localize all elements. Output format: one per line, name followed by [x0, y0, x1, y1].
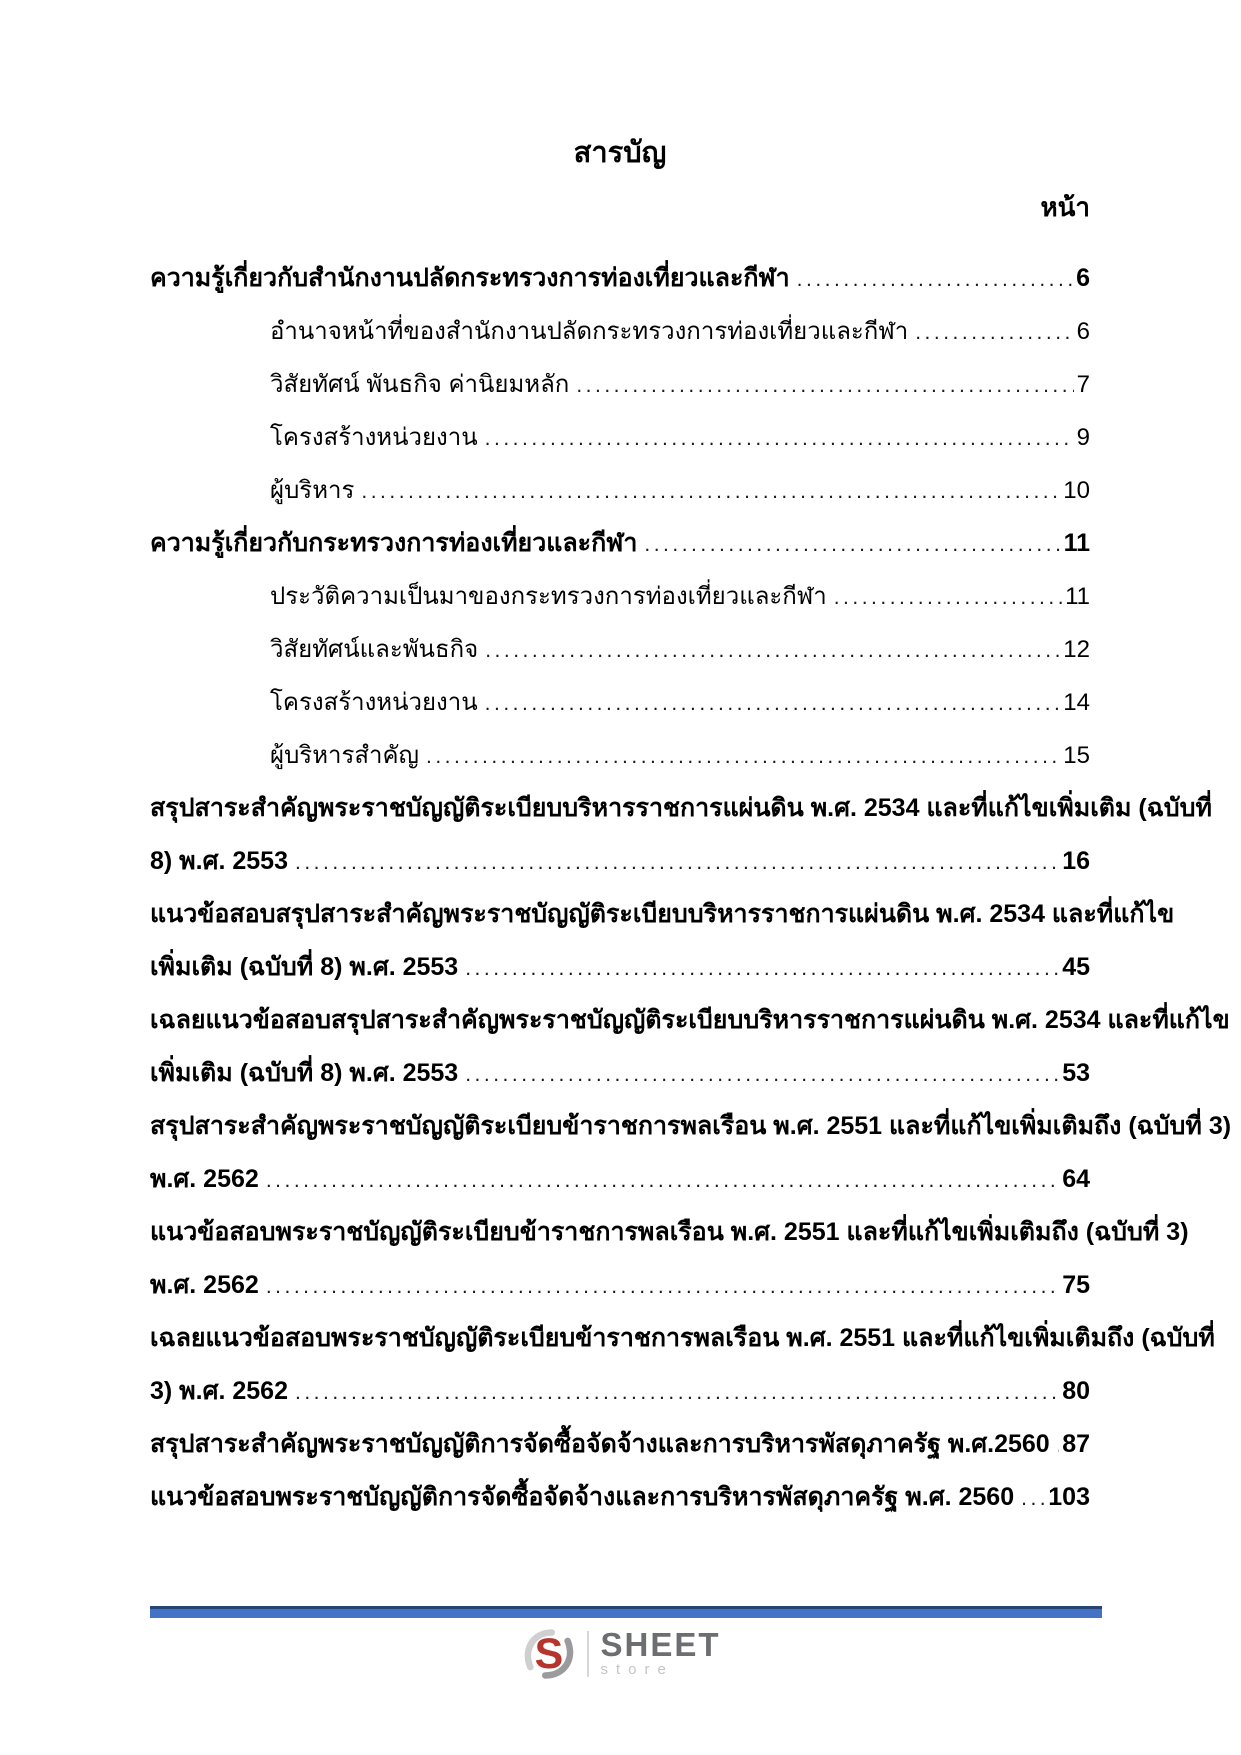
toc-page-number: 14 — [1063, 689, 1090, 716]
toc-entry-line — [150, 888, 1175, 941]
toc-page-number: 9 — [1076, 424, 1090, 451]
toc-entry — [150, 517, 1090, 570]
toc-dotted-leader — [576, 359, 1073, 412]
toc-entry-line — [150, 782, 1212, 835]
toc-entry-line — [150, 1365, 1090, 1418]
sheet-store-logo-icon — [520, 1626, 576, 1682]
toc-entry — [150, 1100, 1232, 1206]
toc-entry-line — [150, 1312, 1215, 1365]
toc-dotted-leader — [485, 677, 1061, 730]
toc-entry-text: 3) พ.ศ. 2562 — [150, 1377, 288, 1405]
toc-entry-text: โครงสร้างหน่วยงาน — [270, 689, 478, 716]
table-of-contents — [150, 252, 1232, 1524]
toc-page-number: 11 — [1065, 583, 1090, 610]
toc-entry — [150, 1418, 1090, 1471]
toc-entry-text: แนวข้อสอบพระราชบัญญัติระเบียบข้าราชการพลเรือน พ.ศ. 2551 และที่แก้ไขเพิ่มเติมถึง (ฉบับที่ 3) — [150, 1218, 1189, 1246]
toc-entry-text: ผู้บริหารสำคัญ — [270, 742, 420, 769]
toc-entry-text: โครงสร้างหน่วยงาน — [270, 424, 478, 451]
toc-dotted-leader — [465, 942, 1059, 995]
toc-page-number: 11 — [1063, 529, 1090, 557]
toc-page-number: 45 — [1062, 953, 1090, 981]
toc-page-number: 15 — [1063, 742, 1090, 769]
logo-brand-text: SHEET — [600, 1626, 721, 1663]
toc-dotted-leader — [485, 624, 1060, 677]
toc-entry-line — [150, 1471, 1090, 1524]
toc-entry-line — [150, 305, 1090, 358]
toc-entry-text: 8) พ.ศ. 2553 — [150, 847, 288, 875]
toc-page-number: 7 — [1076, 371, 1090, 398]
toc-entry — [150, 305, 1090, 358]
toc-entry-text: ประวัติความเป็นมาของกระทรวงการท่องเที่ยวและกีฬา — [270, 583, 827, 610]
toc-entry — [150, 570, 1090, 623]
toc-page-number: 6 — [1076, 264, 1090, 292]
toc-dotted-leader — [361, 465, 1060, 518]
page-title: สารบัญ — [573, 137, 667, 169]
toc-entry-line — [150, 1206, 1189, 1259]
toc-entry — [150, 1206, 1189, 1312]
toc-dotted-leader — [834, 571, 1062, 624]
toc-dotted-leader — [426, 730, 1060, 783]
toc-entry-text: สรุปสาระสำคัญพระราชบัญญัติระเบียบข้าราชการพลเรือน พ.ศ. 2551 และที่แก้ไขเพิ่มเติมถึง (ฉบับที่ 3) — [150, 1112, 1232, 1140]
svg-text:S: S — [534, 1630, 563, 1678]
toc-entry-text: ผู้บริหาร — [270, 477, 355, 504]
toc-entry — [150, 994, 1230, 1100]
toc-entry-text: สรุปสาระสำคัญพระราชบัญญัติระเบียบบริหารราชการแผ่นดิน พ.ศ. 2534 และที่แก้ไขเพิ่มเติม (ฉบับที่ — [150, 794, 1212, 822]
toc-dotted-leader — [485, 412, 1074, 465]
toc-entry — [150, 729, 1090, 782]
toc-dotted-leader — [1021, 1472, 1045, 1525]
toc-dotted-leader — [915, 306, 1073, 359]
toc-page-number: 16 — [1062, 847, 1090, 875]
toc-page-number: 10 — [1063, 477, 1090, 504]
toc-page-number: 12 — [1063, 636, 1090, 663]
toc-entry-text: แนวข้อสอบสรุปสาระสำคัญพระราชบัญญัติระเบียบบริหารราชการแผ่นดิน พ.ศ. 2534 และที่แก้ไข — [150, 900, 1175, 928]
sheet-store-logo — [520, 1626, 720, 1682]
toc-entry-text: พ.ศ. 2562 — [150, 1271, 259, 1299]
toc-entry-line — [150, 676, 1090, 729]
toc-entry-text: อำนาจหน้าที่ของสำนักงานปลัดกระทรวงการท่องเที่ยวและกีฬา — [270, 318, 909, 345]
toc-entry-line — [150, 1100, 1232, 1153]
footer-divider — [150, 1606, 1102, 1618]
toc-dotted-leader — [644, 518, 1060, 571]
toc-entry — [150, 1471, 1090, 1524]
toc-dotted-leader — [266, 1260, 1059, 1313]
toc-entry-text: เฉลยแนวข้อสอบพระราชบัญญัติระเบียบข้าราชการพลเรือน พ.ศ. 2551 และที่แก้ไขเพิ่มเติมถึง (ฉบับที่ — [150, 1324, 1215, 1352]
toc-page-number: 64 — [1062, 1165, 1090, 1193]
toc-entry-line — [150, 252, 1090, 305]
toc-entry-line — [150, 1259, 1090, 1312]
toc-dotted-leader — [295, 836, 1059, 889]
toc-entry-text: ความรู้เกี่ยวกับกระทรวงการท่องเที่ยวและกีฬา — [150, 529, 638, 557]
toc-entry-text: เพิ่มเติม (ฉบับที่ 8) พ.ศ. 2553 — [150, 1059, 459, 1087]
toc-entry-text: เพิ่มเติม (ฉบับที่ 8) พ.ศ. 2553 — [150, 953, 459, 981]
logo-divider — [586, 1631, 588, 1677]
toc-entry-line — [150, 1047, 1090, 1100]
toc-entry — [150, 623, 1090, 676]
toc-entry-text: แนวข้อสอบพระราชบัญญัติการจัดซื้อจัดจ้างและการบริหารพัสดุภาครัฐ พ.ศ. 2560 — [150, 1483, 1015, 1511]
toc-entry-line — [150, 994, 1230, 1047]
toc-page-number: 103 — [1048, 1483, 1090, 1511]
toc-entry — [150, 252, 1090, 305]
toc-entry — [150, 411, 1090, 464]
toc-dotted-leader — [465, 1048, 1059, 1101]
toc-dotted-leader — [266, 1154, 1059, 1207]
toc-entry-text: พ.ศ. 2562 — [150, 1165, 259, 1193]
toc-dotted-leader — [295, 1366, 1059, 1419]
toc-dotted-leader — [797, 253, 1073, 306]
toc-entry-line — [150, 570, 1090, 623]
toc-entry-line — [150, 941, 1090, 994]
toc-entry-line — [150, 1153, 1090, 1206]
toc-page-number: 53 — [1062, 1059, 1090, 1087]
toc-entry-line — [150, 517, 1090, 570]
toc-entry-line — [150, 623, 1090, 676]
toc-page-number: 6 — [1076, 318, 1090, 345]
toc-page-number: 75 — [1062, 1271, 1090, 1299]
toc-entry-line — [150, 729, 1090, 782]
toc-entry-line — [150, 358, 1090, 411]
toc-entry-text: วิสัยทัศน์และพันธกิจ — [270, 636, 479, 663]
toc-entry — [150, 358, 1090, 411]
toc-entry-text: เฉลยแนวข้อสอบสรุปสาระสำคัญพระราชบัญญัติระเบียบบริหารราชการแผ่นดิน พ.ศ. 2534 และที่แก้ไข — [150, 1006, 1230, 1034]
toc-entry — [150, 782, 1212, 888]
toc-page-number: 80 — [1062, 1377, 1090, 1405]
page-column-label: หน้า — [1040, 192, 1090, 222]
toc-entry-text: สรุปสาระสำคัญพระราชบัญญัติการจัดซื้อจัดจ้างและการบริหารพัสดุภาครัฐ พ.ศ.2560 — [150, 1430, 1050, 1458]
toc-entry — [150, 1312, 1215, 1418]
toc-entry — [150, 888, 1175, 994]
logo-sub-text: store — [600, 1661, 674, 1678]
toc-entry-line — [150, 1418, 1090, 1471]
toc-entry — [150, 676, 1090, 729]
toc-entry — [150, 464, 1090, 517]
toc-entry-line — [150, 835, 1090, 888]
toc-dotted-leader — [1057, 1419, 1059, 1472]
toc-page-number: 87 — [1062, 1430, 1090, 1458]
toc-entry-line — [150, 411, 1090, 464]
toc-entry-text: ความรู้เกี่ยวกับสำนักงานปลัดกระทรวงการท่องเที่ยวและกีฬา — [150, 264, 790, 292]
toc-entry-text: วิสัยทัศน์ พันธกิจ ค่านิยมหลัก — [270, 371, 570, 398]
toc-entry-line — [150, 464, 1090, 517]
